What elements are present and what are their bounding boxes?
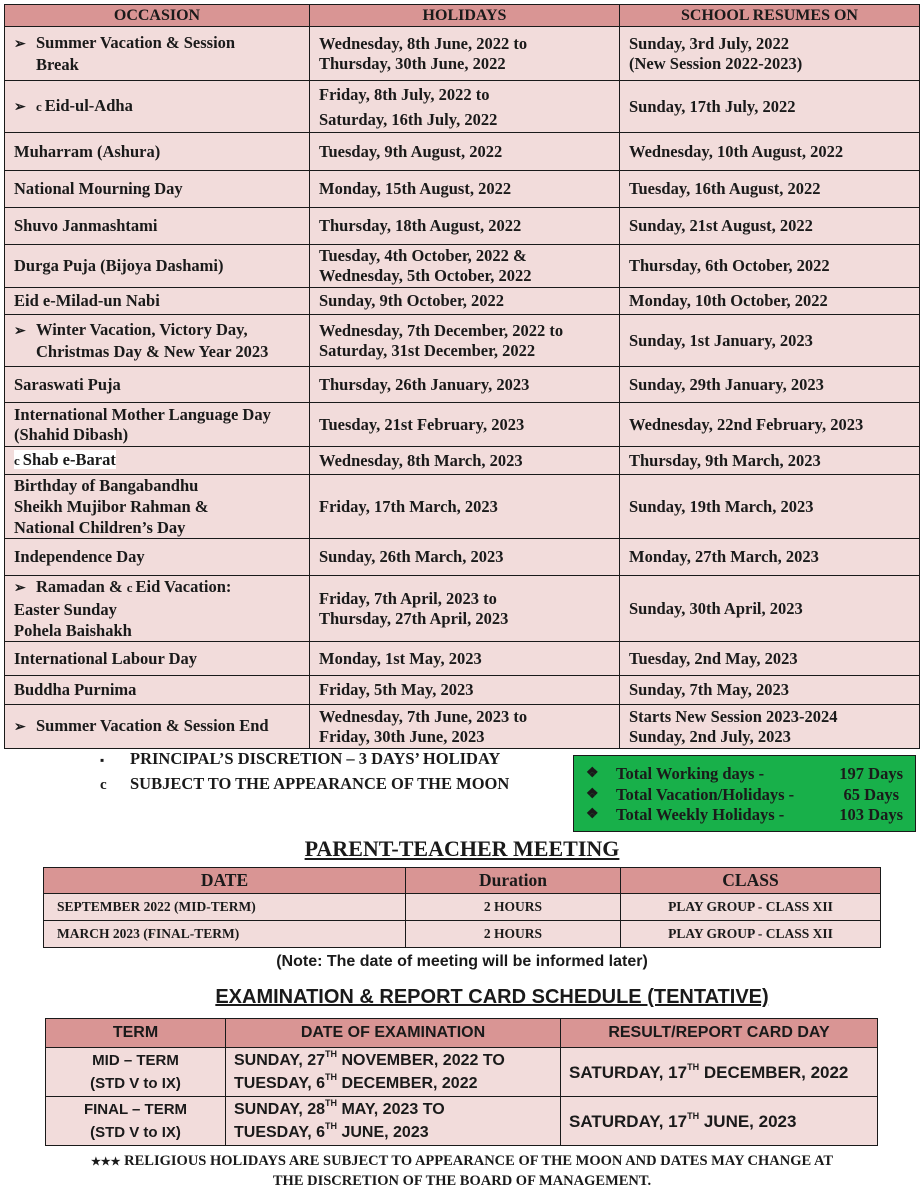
table-row — [5, 403, 920, 447]
resumes-cell: Sunday, 3rd July, 2022 (New Session 2022-2023) — [620, 27, 920, 81]
header-duration: Duration — [406, 868, 621, 894]
occasion-cell: Buddha Purnima — [5, 676, 310, 705]
ptm-class-cell: PLAY GROUP - CLASS XII — [621, 894, 881, 921]
table-row — [5, 475, 920, 539]
occasion-cell: ➢ Summer Vacation & Session End — [5, 705, 310, 749]
table-row — [5, 171, 920, 208]
legend-notes — [100, 748, 509, 798]
moon-icon: c — [36, 98, 42, 114]
occasion-cell: ➢ Winter Vacation, Victory Day, Christmas Day & New Year 2023 — [5, 315, 310, 367]
header-school-resumes: SCHOOL RESUMES ON — [620, 5, 920, 27]
resumes-cell: Monday, 27th March, 2023 — [620, 539, 920, 576]
legend-moon: c SUBJECT TO THE APPEARANCE OF THE MOON — [100, 773, 509, 798]
holiday-calendar-table — [4, 4, 920, 749]
resumes-cell: Tuesday, 16th August, 2022 — [620, 171, 920, 208]
header-term: TERM — [46, 1019, 226, 1048]
holidays-cell: Thursday, 18th August, 2022 — [310, 208, 620, 245]
arrow-bullet-icon: ➢ — [14, 719, 26, 735]
holidays-cell: Thursday, 26th January, 2023 — [310, 367, 620, 403]
holidays-cell: Tuesday, 9th August, 2022 — [310, 133, 620, 171]
table-row — [44, 921, 881, 948]
header-occasion: OCCASION — [5, 5, 310, 27]
legend-principal-discretion: ▪ PRINCIPAL’S DISCRETION – 3 DAYS’ HOLIDAY — [100, 748, 509, 773]
summary-row: ❖ Total Vacation/Holidays - 65 Days — [586, 784, 899, 804]
table-row — [5, 27, 920, 81]
holidays-cell: Tuesday, 4th October, 2022 & Wednesday, 5th October, 2022 — [310, 245, 620, 288]
moon-icon: c — [14, 453, 20, 468]
occasion-cell: National Mourning Day — [5, 171, 310, 208]
table-row — [46, 1048, 878, 1097]
resumes-cell: Monday, 10th October, 2022 — [620, 288, 920, 315]
resumes-cell: Thursday, 9th March, 2023 — [620, 447, 920, 475]
resumes-cell: Sunday, 30th April, 2023 — [620, 576, 920, 642]
occasion-cell: Shuvo Janmashtami — [5, 208, 310, 245]
holidays-cell: Sunday, 26th March, 2023 — [310, 539, 620, 576]
holidays-cell: Sunday, 9th October, 2022 — [310, 288, 620, 315]
holidays-cell: Monday, 15th August, 2022 — [310, 171, 620, 208]
holidays-cell: Friday, 5th May, 2023 — [310, 676, 620, 705]
result-day-cell: SATURDAY, 17TH DECEMBER, 2022 — [561, 1048, 878, 1097]
holidays-cell: Wednesday, 7th December, 2022 to Saturday, 31st December, 2022 — [310, 315, 620, 367]
exam-date-cell: SUNDAY, 28TH MAY, 2023 TO TUESDAY, 6TH JUNE, 2023 — [226, 1097, 561, 1146]
term-cell: FINAL – TERM (STD V to IX) — [46, 1097, 226, 1146]
table-header-row — [44, 868, 881, 894]
holidays-cell: Monday, 1st May, 2023 — [310, 642, 620, 676]
term-cell: MID – TERM (STD V to IX) — [46, 1048, 226, 1097]
occasion-cell: International Labour Day — [5, 642, 310, 676]
occasion-cell: ➢ Summer Vacation & Session Break — [5, 27, 310, 81]
header-result-day: RESULT/REPORT CARD DAY — [561, 1019, 878, 1048]
ptm-section-title: PARENT-TEACHER MEETING — [304, 836, 620, 861]
occasion-cell: Durga Puja (Bijoya Dashami) — [5, 245, 310, 288]
resumes-cell: Sunday, 21st August, 2022 — [620, 208, 920, 245]
table-row — [5, 367, 920, 403]
exam-schedule-table — [45, 1018, 878, 1146]
table-row — [5, 539, 920, 576]
exam-section-title: EXAMINATION & REPORT CARD SCHEDULE (TENTATIVE) — [215, 986, 769, 1008]
table-row — [5, 208, 920, 245]
diamond-bullet-icon: ❖ — [586, 786, 599, 802]
resumes-cell: Wednesday, 10th August, 2022 — [620, 133, 920, 171]
table-row — [5, 81, 920, 133]
arrow-bullet-icon: ➢ — [14, 36, 26, 52]
table-header-row — [46, 1019, 878, 1048]
holidays-cell: Wednesday, 8th March, 2023 — [310, 447, 620, 475]
ptm-date-cell: MARCH 2023 (FINAL-TERM) — [44, 921, 406, 948]
table-row — [5, 245, 920, 288]
exam-date-cell: SUNDAY, 27TH NOVEMBER, 2022 TO TUESDAY, 6TH DECEMBER, 2022 — [226, 1048, 561, 1097]
table-row — [5, 447, 920, 475]
ptm-note: (Note: The date of meeting will be informed later) — [276, 953, 648, 970]
resumes-cell: Wednesday, 22nd February, 2023 — [620, 403, 920, 447]
holidays-cell: Friday, 8th July, 2022 to Saturday, 16th July, 2022 — [310, 81, 620, 133]
ptm-duration-cell: 2 HOURS — [406, 921, 621, 948]
days-summary-box — [573, 755, 916, 832]
summary-row: ❖ Total Working days - 197 Days — [586, 764, 903, 783]
moon-icon: c — [126, 580, 133, 595]
occasion-cell: ➢ Ramadan & c Eid Vacation: Easter Sunday Pohela Baishakh — [5, 576, 310, 642]
moon-icon: c — [100, 777, 107, 793]
resumes-cell: Sunday, 7th May, 2023 — [620, 676, 920, 705]
resumes-cell: Sunday, 17th July, 2022 — [620, 81, 920, 133]
table-row — [5, 315, 920, 367]
resumes-cell: Thursday, 6th October, 2022 — [620, 245, 920, 288]
occasion-cell: Saraswati Puja — [5, 367, 310, 403]
table-header-row — [5, 5, 920, 27]
ptm-class-cell: PLAY GROUP - CLASS XII — [621, 921, 881, 948]
occasion-cell: International Mother Language Day (Shahid Dibash) — [5, 403, 310, 447]
resumes-cell: Sunday, 1st January, 2023 — [620, 315, 920, 367]
occasion-cell: Muharram (Ashura) — [5, 133, 310, 171]
holidays-cell: Wednesday, 7th June, 2023 to Friday, 30th June, 2023 — [310, 705, 620, 749]
ptm-duration-cell: 2 HOURS — [406, 894, 621, 921]
header-date-of-exam: DATE OF EXAMINATION — [226, 1019, 561, 1048]
table-row — [5, 676, 920, 705]
table-row — [5, 133, 920, 171]
resumes-cell: Starts New Session 2023-2024 Sunday, 2nd July, 2023 — [620, 705, 920, 749]
arrow-bullet-icon: ➢ — [14, 323, 26, 339]
occasion-cell: Eid e-Milad-un Nabi — [5, 288, 310, 315]
holidays-cell: Friday, 17th March, 2023 — [310, 475, 620, 539]
square-bullet-icon: ▪ — [100, 753, 105, 767]
holidays-cell: Wednesday, 8th June, 2022 to Thursday, 30th June, 2022 — [310, 27, 620, 81]
header-holidays: HOLIDAYS — [310, 5, 620, 27]
ptm-table — [43, 867, 881, 948]
occasion-cell: c Shab e-Barat — [5, 447, 310, 475]
holidays-cell: Friday, 7th April, 2023 to Thursday, 27th April, 2023 — [310, 576, 620, 642]
occasion-cell: Birthday of Bangabandhu Sheikh Mujibor Rahman & National Children’s Day — [5, 475, 310, 539]
table-row — [5, 288, 920, 315]
diamond-bullet-icon: ❖ — [586, 766, 599, 781]
holidays-cell: Tuesday, 21st February, 2023 — [310, 403, 620, 447]
resumes-cell: Sunday, 29th January, 2023 — [620, 367, 920, 403]
footer-disclaimer: ★★★ RELIGIOUS HOLIDAYS ARE SUBJECT TO APPEARANCE OF THE MOON AND DATES MAY CHANGE AT THE DISCRETION OF THE BOARD OF MANAGEMENT. — [90, 1153, 834, 1189]
header-date: DATE — [44, 868, 406, 894]
table-row — [46, 1097, 878, 1146]
result-day-cell: SATURDAY, 17TH JUNE, 2023 — [561, 1097, 878, 1146]
summary-row: ❖ Total Weekly Holidays - 103 Days — [586, 805, 903, 824]
resumes-cell: Tuesday, 2nd May, 2023 — [620, 642, 920, 676]
table-row — [5, 576, 920, 642]
occasion-cell: Independence Day — [5, 539, 310, 576]
star-icon: ★★★ — [90, 1156, 121, 1168]
table-row — [5, 705, 920, 749]
occasion-cell: ➢ c Eid-ul-Adha — [5, 81, 310, 133]
table-row — [44, 894, 881, 921]
arrow-bullet-icon: ➢ — [14, 99, 26, 115]
arrow-bullet-icon: ➢ — [14, 581, 26, 596]
ptm-date-cell: SEPTEMBER 2022 (MID-TERM) — [44, 894, 406, 921]
diamond-bullet-icon: ❖ — [586, 807, 599, 822]
header-class: CLASS — [621, 868, 881, 894]
resumes-cell: Sunday, 19th March, 2023 — [620, 475, 920, 539]
table-row — [5, 642, 920, 676]
